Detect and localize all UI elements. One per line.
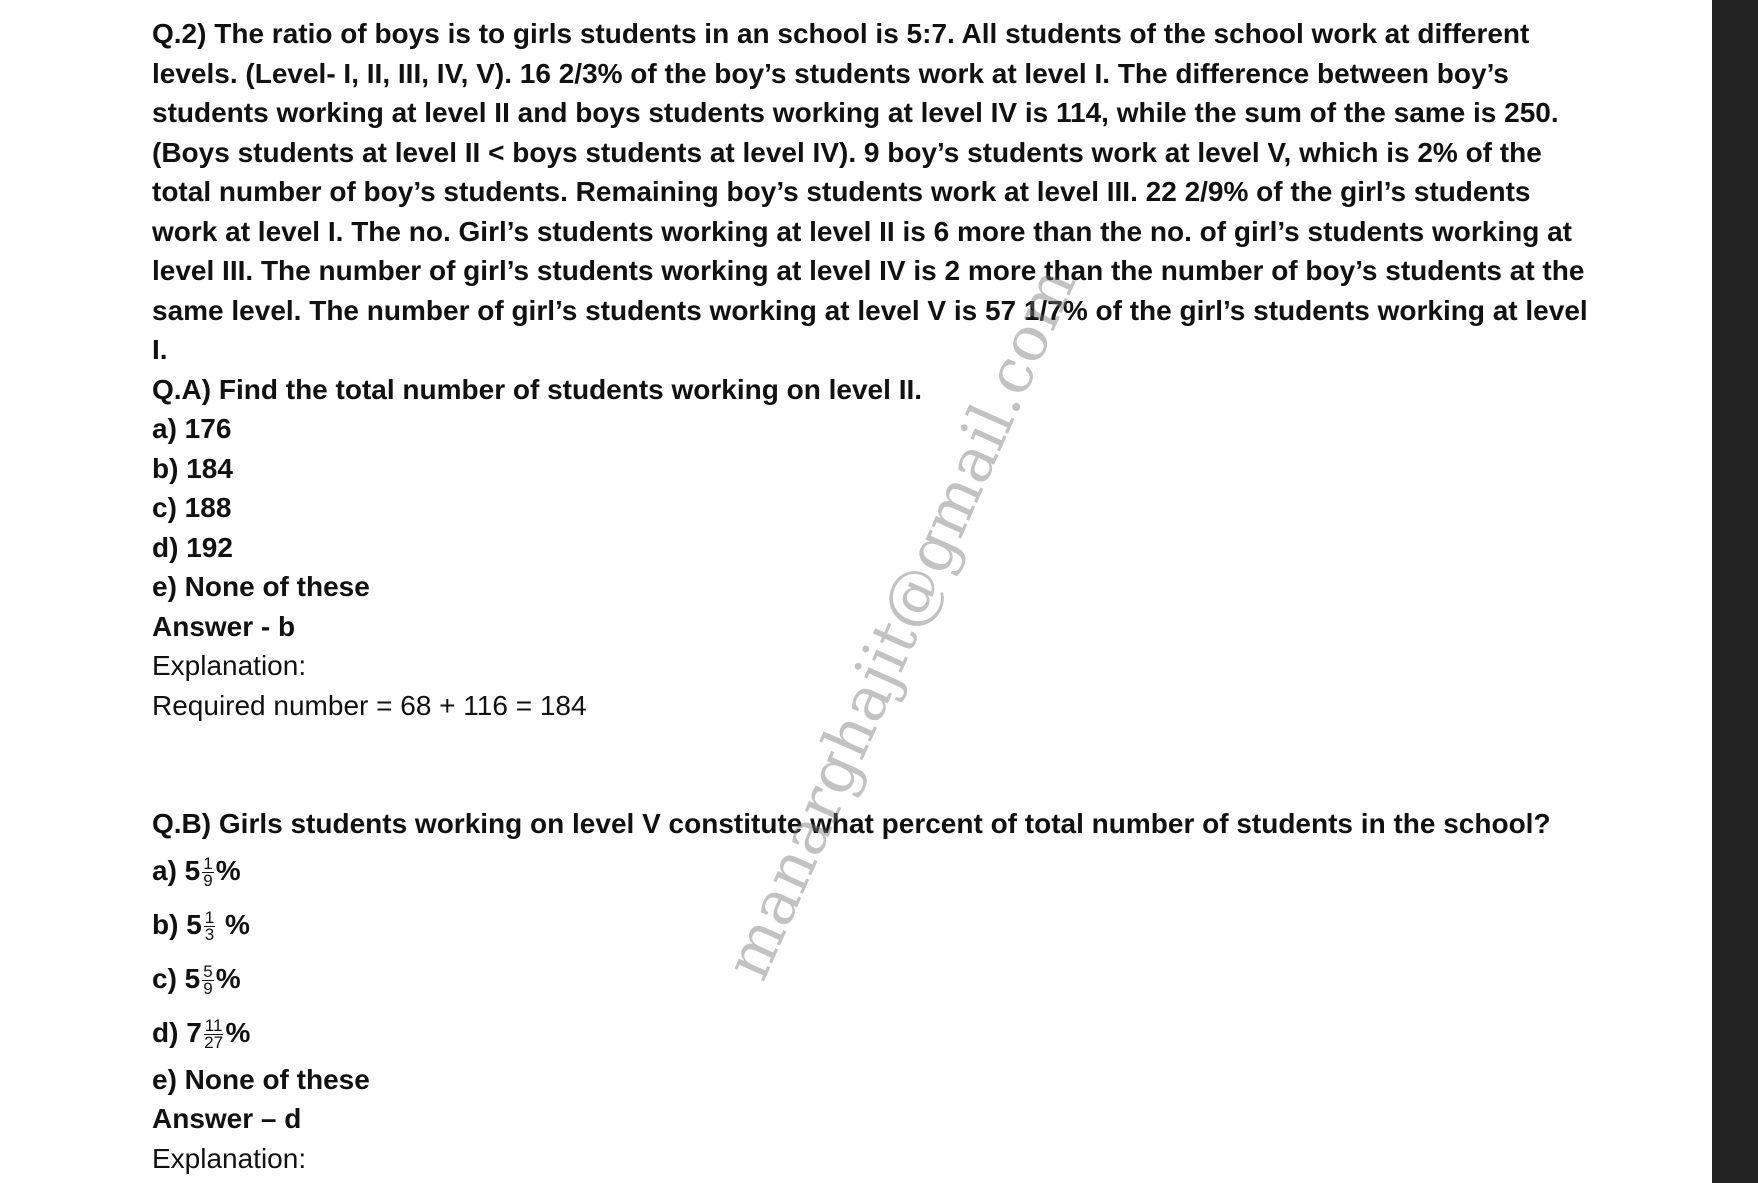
question-line: same level. The number of girl’s students working at level V is 57 1/7% of the girl’s students working at level xyxy=(152,294,1588,326)
qa-option-e: e) None of these xyxy=(152,571,370,602)
option-suffix: % xyxy=(217,908,250,940)
fraction xyxy=(202,961,213,998)
option-prefix: d) 7 xyxy=(152,1016,202,1048)
qa-option-d: d) 192 xyxy=(152,531,233,563)
fraction-numerator: 11 xyxy=(204,1015,223,1035)
fraction xyxy=(204,907,215,944)
qb-option-c xyxy=(152,952,1622,1006)
qa-option-c: c) 188 xyxy=(152,492,232,523)
option-prefix: a) 5 xyxy=(152,854,201,886)
qb-title: Q.B) Girls students working on level V constitute what percent of total number of students in the school? xyxy=(152,808,1551,839)
fraction-numerator: 1 xyxy=(203,853,213,873)
fraction-denominator: 9 xyxy=(203,870,213,890)
qa-explanation-label: Explanation: xyxy=(152,650,307,681)
qb-option-e: e) None of these xyxy=(152,1063,370,1095)
question-line: students working at level II and boys students working at level IV is 114, while the sum of the same is 250. xyxy=(152,97,1559,128)
qa-answer: Answer - b xyxy=(152,610,296,642)
fraction-denominator: 27 xyxy=(204,1032,224,1052)
question-line: level III. The number of girl’s students working at level IV is 2 more than the number of boy’s students at the xyxy=(152,255,1585,286)
fraction-denominator: 9 xyxy=(203,978,213,998)
fraction xyxy=(204,1015,224,1052)
qb-option-b xyxy=(152,898,1622,952)
qa-option-a: a) 176 xyxy=(152,413,232,444)
fraction-denominator: 3 xyxy=(204,924,215,944)
qb-answer: Answer – d xyxy=(152,1103,302,1134)
question-line: (Boys students at level II < boys students at level IV). 9 boy’s students work at level V, which is 2% of the xyxy=(152,136,1542,168)
spacer xyxy=(152,725,1622,804)
option-prefix: c) 5 xyxy=(152,962,201,994)
question-line: I. xyxy=(152,334,168,365)
qb-option-a xyxy=(152,844,1622,898)
option-suffix: % xyxy=(215,962,241,994)
qa-option-b: b) 184 xyxy=(152,452,233,484)
qa-explanation: Required number = 68 + 116 = 184 xyxy=(152,689,587,721)
question-line: total number of boy’s students. Remaining boy’s students work at level III. 22 2/9% of the girl’s students xyxy=(152,176,1531,207)
question-line: work at level I. The no. Girl’s students working at level II is 6 more than the no. of girl’s students working at xyxy=(152,215,1572,247)
question-text xyxy=(152,14,1622,370)
option-suffix: % xyxy=(215,854,241,886)
qb-option-d xyxy=(152,1006,1622,1060)
option-suffix: % xyxy=(225,1016,251,1048)
document-content xyxy=(152,14,1622,1178)
qb-explanation-label: Explanation: xyxy=(152,1142,307,1174)
fraction-numerator: 5 xyxy=(203,961,213,981)
option-prefix: b) 5 xyxy=(152,908,202,940)
window-scrollbar-edge xyxy=(1712,0,1758,1183)
fraction-numerator: 1 xyxy=(204,907,215,927)
question-line: levels. (Level- I, II, III, IV, V). 16 2/3% of the boy’s students work at level I. The difference between boy’s xyxy=(152,57,1509,89)
watermark-text: manarghajit@gmail.com xyxy=(710,256,1091,990)
qa-title: Q.A) Find the total number of students working on level II. xyxy=(152,373,923,405)
fraction xyxy=(202,853,213,890)
question-line: Q.2) The ratio of boys is to girls students in an school is 5:7. All students of the school work at different xyxy=(152,18,1530,49)
